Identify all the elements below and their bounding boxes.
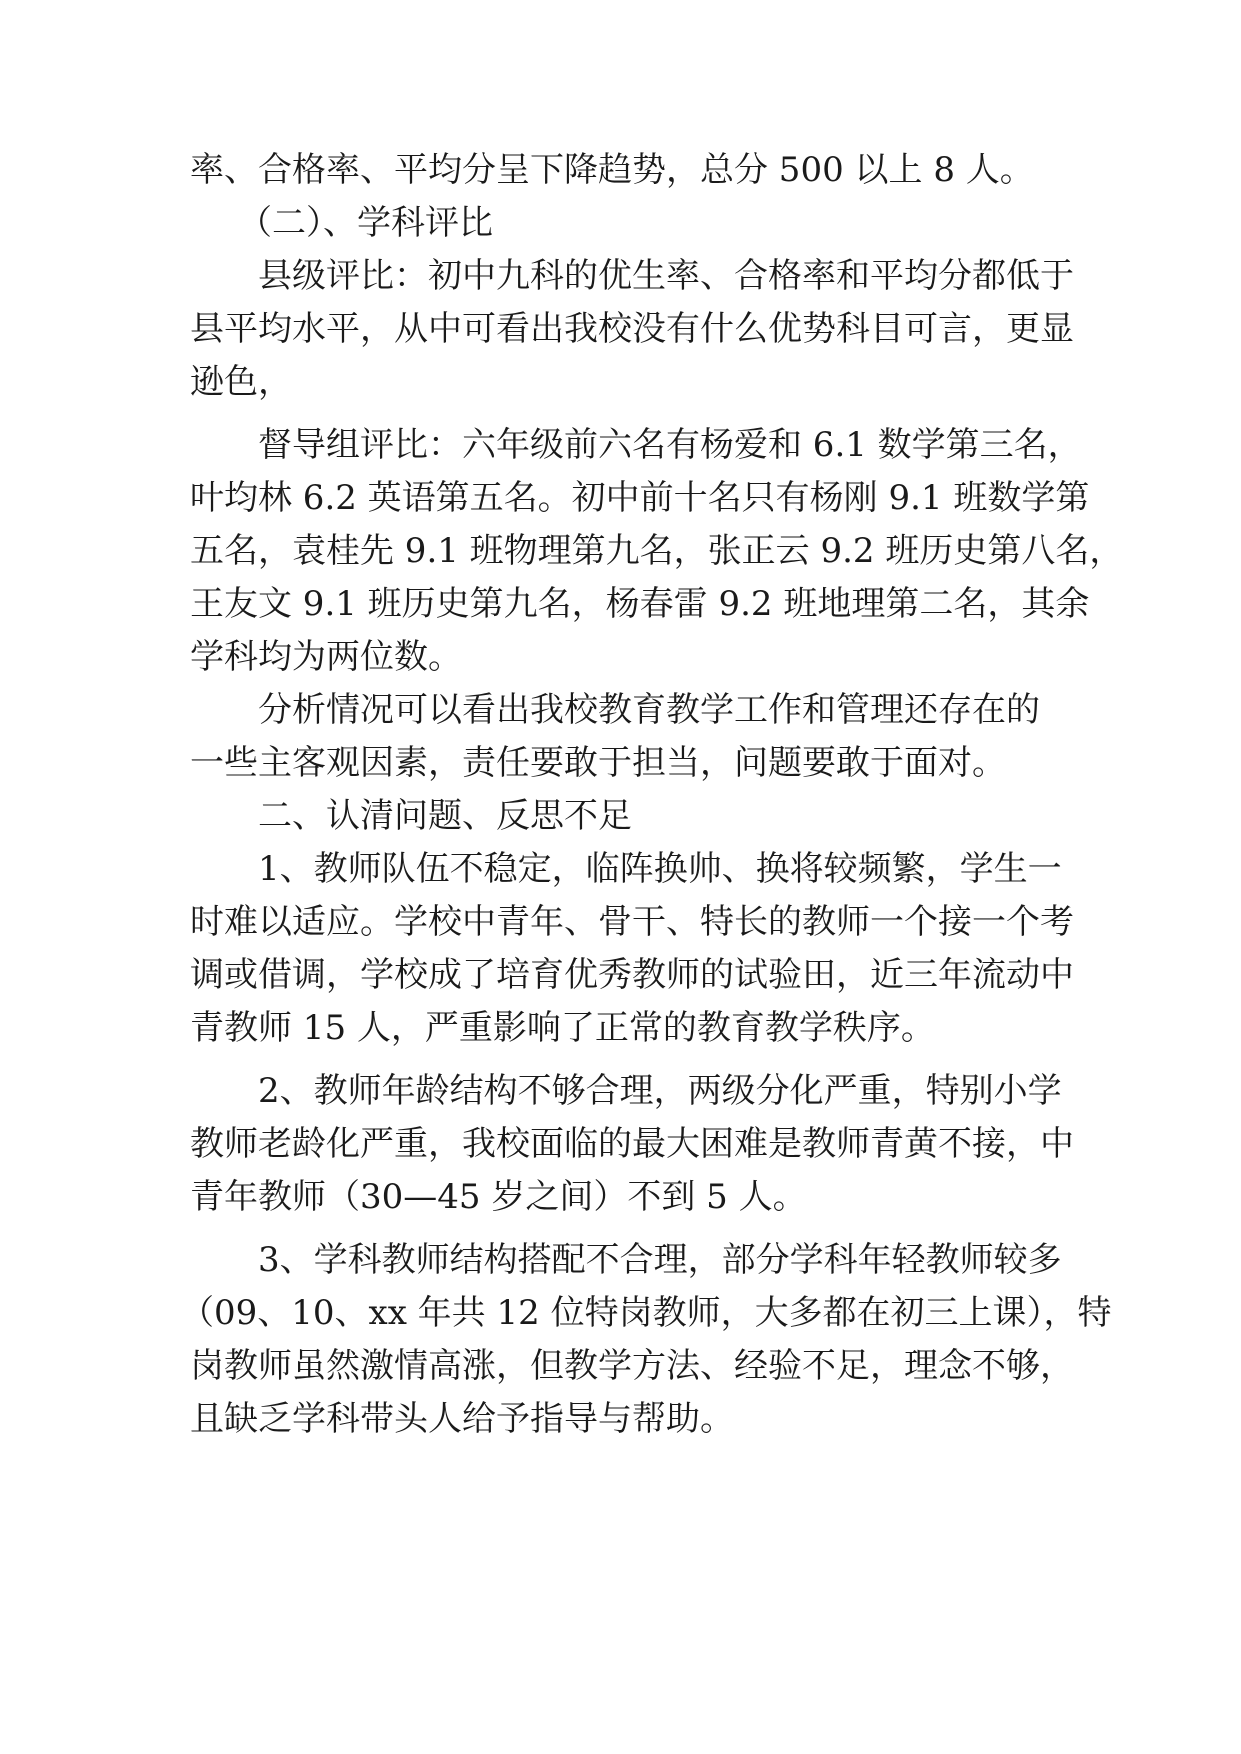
analysis-line-2: 一些主客观因素，责任要敢于担当，问题要敢于面对。 [190, 743, 1006, 783]
item-3-line-2: （09、10、xx 年共 12 位特岗教师，大多都在初三上课），特 [180, 1293, 1112, 1333]
supervision-comparison-line-4: 王友文 9.1 班历史第九名，杨春雷 9.2 班地理第二名，其余 [190, 584, 1090, 624]
item-3-line-1: 3、学科教师结构搭配不合理，部分学科年轻教师较多 [258, 1240, 1062, 1280]
item-3-line-3: 岗教师虽然激情高涨，但教学方法、经验不足，理念不够， [190, 1346, 1074, 1386]
county-comparison-line-1: 县级评比：初中九科的优生率、合格率和平均分都低于 [258, 256, 1074, 296]
supervision-comparison-line-1: 督导组评比：六年级前六名有杨爱和 6.1 数学第三名， [258, 425, 1082, 465]
analysis-line-1: 分析情况可以看出我校教育教学工作和管理还存在的 [258, 690, 1040, 730]
item-2-line-3: 青年教师（30—45 岁之间）不到 5 人。 [190, 1177, 807, 1217]
section-heading-problems: 二、认清问题、反思不足 [258, 796, 632, 836]
supervision-comparison-line-3: 五名，袁桂先 9.1 班物理第九名，张正云 9.2 班历史第八名， [190, 531, 1124, 571]
county-comparison-line-3: 逊色， [190, 362, 292, 402]
item-3-line-4: 且缺乏学科带头人给予指导与帮助。 [190, 1399, 734, 1439]
county-comparison-line-2: 县平均水平，从中可看出我校没有什么优势科目可言，更显 [190, 309, 1074, 349]
item-2-line-2: 教师老龄化严重，我校面临的最大困难是教师青黄不接，中 [190, 1124, 1074, 1164]
item-1-line-4: 青教师 15 人，严重影响了正常的教育教学秩序。 [190, 1008, 935, 1048]
item-2-line-1: 2、教师年龄结构不够合理，两级分化严重，特别小学 [258, 1071, 1062, 1111]
item-1-line-1: 1、教师队伍不稳定，临阵换帅、换将较频繁，学生一 [258, 849, 1062, 889]
item-1-line-2: 时难以适应。学校中青年、骨干、特长的教师一个接一个考 [190, 902, 1074, 942]
item-1-line-3: 调或借调，学校成了培育优秀教师的试验田，近三年流动中 [190, 955, 1074, 995]
supervision-comparison-line-5: 学科均为两位数。 [190, 637, 462, 677]
section-heading-subject-comparison: （二）、学科评比 [238, 203, 493, 243]
supervision-comparison-line-2: 叶均林 6.2 英语第五名。初中前十名只有杨刚 9.1 班数学第 [190, 478, 1090, 518]
paragraph-continuation-line: 率、合格率、平均分呈下降趋势，总分 500 以上 8 人。 [190, 150, 1034, 190]
